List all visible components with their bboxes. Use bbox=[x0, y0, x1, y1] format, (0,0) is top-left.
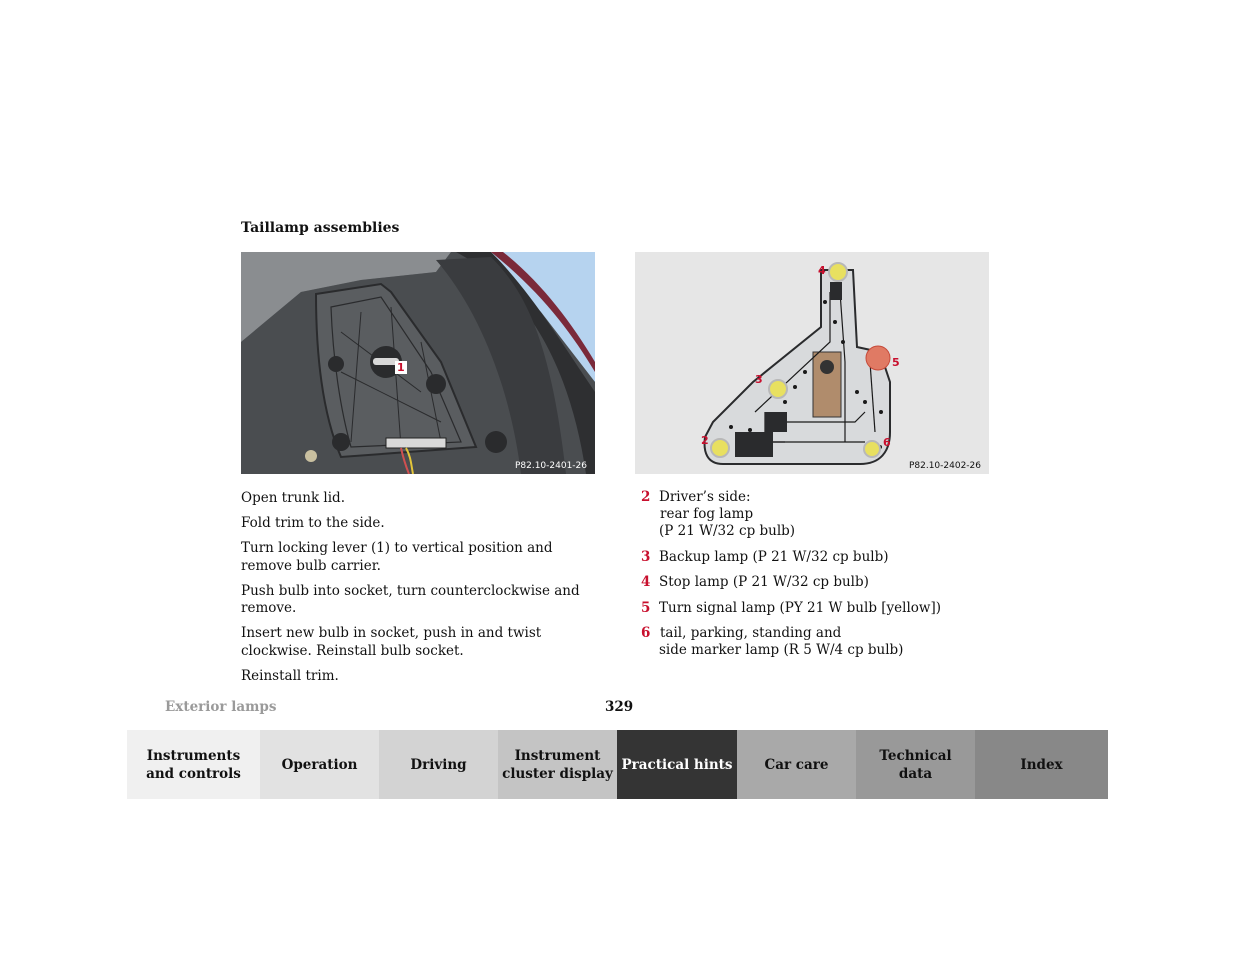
part-number: 2 bbox=[641, 489, 651, 505]
tab-index[interactable] bbox=[975, 730, 1108, 799]
part-item bbox=[641, 549, 981, 566]
tab-label: Car care bbox=[764, 756, 829, 773]
tab-label: Driving bbox=[410, 756, 467, 773]
part-number: 4 bbox=[641, 574, 651, 590]
part-text: Stop lamp (P 21 W/32 cp bulb) bbox=[659, 574, 869, 590]
part-number: 6 bbox=[641, 625, 651, 641]
callout-6: 6 bbox=[883, 436, 891, 449]
tab-label: Instrument cluster display bbox=[502, 747, 613, 782]
parts-legend bbox=[641, 489, 981, 668]
callout-4: 4 bbox=[818, 264, 826, 277]
part-item bbox=[641, 600, 981, 617]
callout-2: 2 bbox=[701, 434, 709, 447]
part-text: tail, parking, standing and bbox=[660, 625, 842, 641]
part-number: 5 bbox=[641, 599, 651, 616]
trunk-interior-drawing bbox=[241, 252, 595, 474]
part-text: side marker lamp (R 5 W/4 cp bulb) bbox=[659, 642, 904, 658]
tab-label: Index bbox=[1020, 756, 1063, 773]
tab-label: Instruments and controls bbox=[146, 747, 241, 782]
tab-technical-data[interactable] bbox=[856, 730, 975, 799]
tab-instruments-and-controls[interactable] bbox=[127, 730, 260, 799]
part-text: Driver’s side: bbox=[659, 489, 751, 505]
tab-operation[interactable] bbox=[260, 730, 379, 799]
bulb-carrier-drawing bbox=[635, 252, 989, 474]
tab-practical-hints[interactable] bbox=[617, 730, 737, 799]
part-item bbox=[641, 489, 981, 540]
part-text: rear fog lamp bbox=[660, 506, 754, 522]
page-number: 329 bbox=[605, 699, 634, 715]
tab-label: Technical data bbox=[879, 747, 952, 782]
taillamp-interior-illustration bbox=[241, 252, 595, 474]
section-label: Exterior lamps bbox=[165, 699, 277, 715]
step: Insert new bulb in socket, push in and twist clockwise. Reinstall bulb socket. bbox=[241, 625, 542, 659]
part-text: (P 21 W/32 cp bulb) bbox=[659, 523, 796, 539]
part-text: Turn signal lamp (PY 21 W bulb [yellow]) bbox=[659, 599, 941, 616]
callout-5: 5 bbox=[892, 356, 900, 369]
part-item bbox=[641, 625, 981, 659]
step: Push bulb into socket, turn counterclockwise and remove. bbox=[241, 582, 580, 616]
figure-code: P82.10-2402-26 bbox=[908, 461, 981, 471]
page-title: Taillamp assemblies bbox=[241, 220, 400, 236]
step: Fold trim to the side. bbox=[241, 515, 385, 531]
bulb-carrier-illustration bbox=[635, 252, 989, 474]
tab-label: Operation bbox=[281, 756, 358, 773]
tab-car-care[interactable] bbox=[737, 730, 856, 799]
instruction-steps bbox=[241, 490, 601, 693]
tab-label: Practical hints bbox=[621, 756, 733, 773]
figure-code: P82.10-2401-26 bbox=[514, 461, 587, 471]
part-text: Backup lamp (P 21 W/32 cp bulb) bbox=[659, 548, 889, 565]
callout-1: 1 bbox=[397, 361, 405, 374]
callout-3: 3 bbox=[755, 373, 763, 386]
step: Turn locking lever (1) to vertical position and remove bulb carrier. bbox=[241, 540, 553, 574]
tab-driving[interactable] bbox=[379, 730, 498, 799]
step: Open trunk lid. bbox=[241, 490, 345, 506]
tab-instrument-cluster-display[interactable] bbox=[498, 730, 617, 799]
part-item bbox=[641, 574, 981, 591]
step: Reinstall trim. bbox=[241, 667, 339, 684]
part-number: 3 bbox=[641, 548, 651, 565]
chapter-nav bbox=[127, 730, 1108, 799]
